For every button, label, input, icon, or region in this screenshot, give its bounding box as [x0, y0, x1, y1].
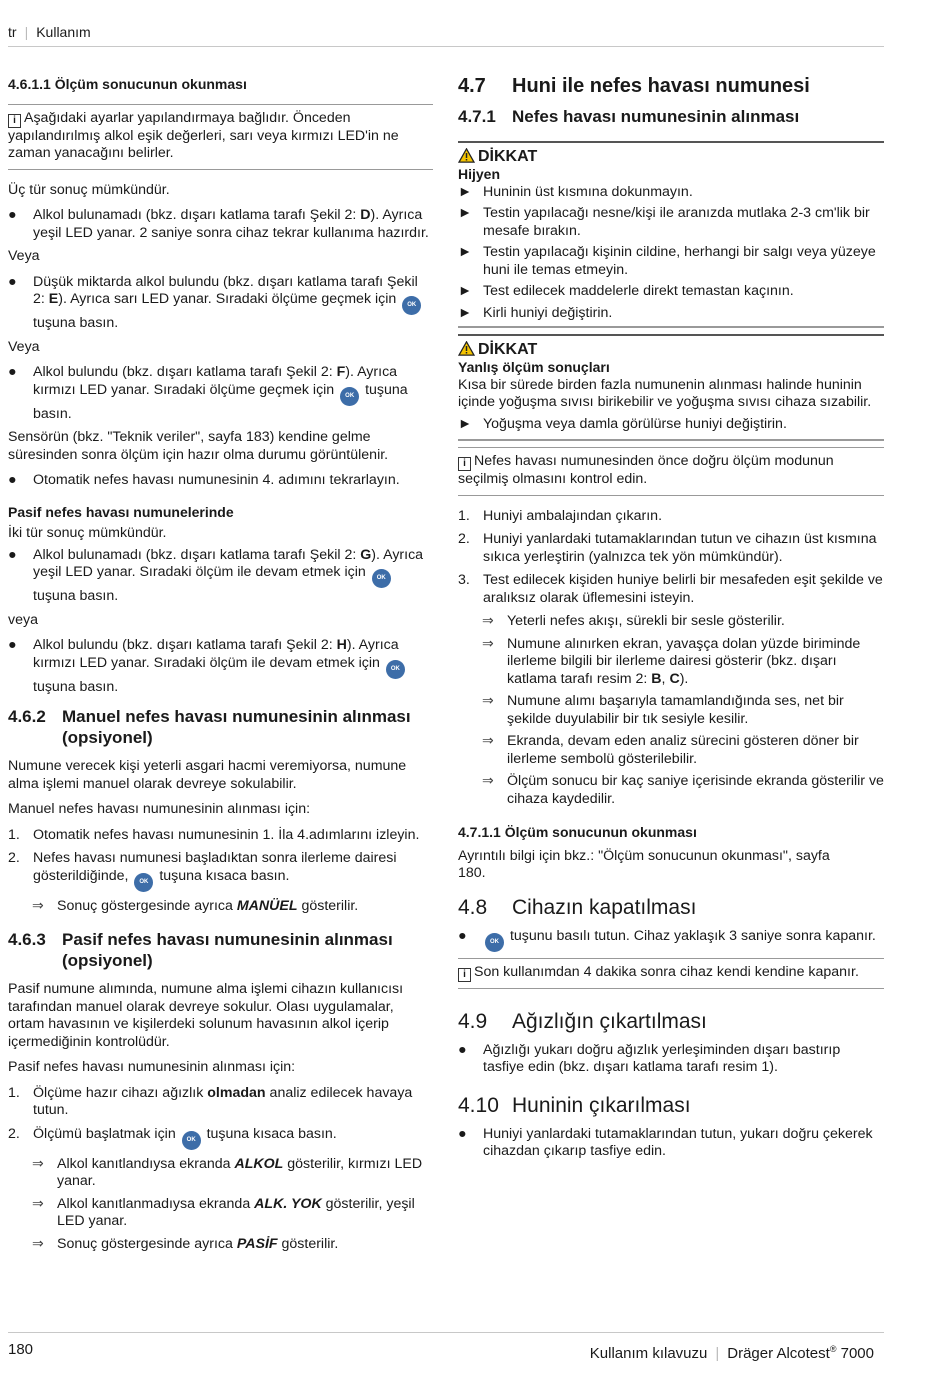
info-icon: i — [458, 968, 471, 982]
ok-key-icon: OK — [134, 873, 153, 892]
result-item: ⇒ Ölçüm sonucu bir kaç saniye içerisinde ekranda gösterilir ve cihaza kaydedilir. — [482, 773, 884, 807]
step-item: 3. Test edilecek kişiden huniye belirli bir mesafeden eşit şekilde ve aralıksız olarak üflemesini isteyin. — [458, 572, 883, 606]
warning-icon — [458, 341, 475, 356]
bullet-icon: ● — [458, 1125, 467, 1142]
header-separator: | — [24, 24, 29, 40]
arrow-right-icon: ⇒ — [32, 897, 44, 914]
heading-4-10: 4.10 Huninin çıkarılması — [458, 1093, 691, 1117]
passive-heading: Pasif nefes havası numunelerinde — [8, 503, 234, 520]
result-item: ⇒ Alkol kanıtlandıysa ekranda ALKOL gösterilir, kırmızı LED yanar. — [32, 1155, 423, 1189]
heading-4-7-1-1: 4.7.1.1 Ölçüm sonucunun okunması — [458, 824, 697, 840]
result-item: ⇒ Numune alımı başarıyla tamamlandığında ses, net bir şekilde duyulabilir bir tık sesiyle kesilir. — [482, 693, 844, 727]
arrow-right-icon: ⇒ — [482, 773, 494, 789]
bullet-icon: ● — [8, 207, 17, 223]
result-item: ⇒ Sonuç göstergesinde ayrıca PASİF gösterilir. — [32, 1235, 339, 1252]
info-note — [458, 447, 884, 496]
arrow-icon: ► — [458, 244, 473, 260]
step-item: 2. Nefes havası numunesi başladıktan sonra ilerleme dairesi gösterildiğinde, OK tuşuna kısaca basın. — [8, 850, 433, 892]
result-item: ⇒ Yeterli nefes akışı, sürekli bir sesle gösterilir. — [482, 613, 785, 629]
ok-key-icon: OK — [182, 1131, 201, 1150]
or-label: veya — [8, 611, 38, 628]
header-section: Kullanım — [36, 24, 91, 40]
caution-title: DİKKAT — [458, 147, 884, 166]
heading-4-9: 4.9 Ağızlığın çıkartılması — [458, 1009, 707, 1033]
heading-4-6-2: 4.6.2 Manuel nefes havası numunesinin alınması (opsiyonel) — [8, 707, 411, 747]
result-item: ⇒ Numune alınırken ekran, yavaşça dolan yüzde biriminde ilerleme bilgili bir ilerleme dairesi gösterir (bkz. dışarı katlama tarafı resim 2: B, C). — [482, 635, 861, 687]
sensor-text: Sensörün (bkz. "Teknik veriler", sayfa 183) kendine gelme süresinden sonra ölçüm için hazır olma durumu görüntülenir. — [8, 429, 389, 463]
arrow-right-icon: ⇒ — [32, 1155, 44, 1172]
bullet-icon: ● — [8, 273, 17, 290]
step-item: 2. Ölçümü başlatmak için OK tuşuna kısaca basın. — [8, 1126, 433, 1150]
or-label: Veya — [8, 338, 40, 355]
bullet-icon: ● — [8, 364, 17, 380]
heading-4-6-3: 4.6.3 Pasif nefes havası numunesinin alınması (opsiyonel) — [8, 930, 393, 970]
list-item: ● Alkol bulundu (bkz. dışarı katlama tarafı Şekil 2: F). Ayrıca kırmızı LED yanar. Sıradaki ölçüme geçmek için OK tuşuna basın. — [8, 364, 408, 422]
arrow-right-icon: ⇒ — [482, 693, 494, 709]
heading-4-8: 4.8 Cihazın kapatılması — [458, 895, 697, 919]
step-item: 2. Huniyi yanlardaki tutamaklarından tutun ve cihazın üst kısmına sıkıca yerleştirin (yalnızca tek yön mümkündür). — [458, 531, 877, 565]
caution-item: ► Kirli huniyi değiştirin. — [458, 304, 613, 321]
warning-icon — [458, 148, 475, 163]
bullet-icon: ● — [8, 637, 17, 653]
paragraph: Pasif nefes havası numunesinin alınması için: — [8, 1059, 296, 1075]
passive-intro: İki tür sonuç mümkündür. — [8, 525, 167, 541]
results-intro: Üç tür sonuç mümkündür. — [8, 181, 170, 198]
list-item: ● Otomatik nefes havası numunesinin 4. adımını tekrarlayın. — [8, 472, 400, 488]
caution-box-hygiene — [458, 141, 884, 328]
caution-item: ► Testin yapılacağı kişinin cildine, herhangi bir salgı veya yüzeye huni ile temas etmeyin. — [458, 244, 876, 278]
ok-key-icon: OK — [340, 387, 359, 406]
caution-item: ► Yoğuşma veya damla görülürse huniyi değiştirin. — [458, 415, 787, 432]
caution-text: Kısa bir sürede birden fazla numunenin alınması halinde huninin içinde yoğuşma sıvısı birikebilir ve yoğuşma sıvısı cihaza sızabilir. — [458, 376, 872, 410]
bullet-icon: ● — [458, 1041, 467, 1058]
right-column — [458, 68, 884, 1167]
arrow-right-icon: ⇒ — [32, 1195, 44, 1212]
arrow-right-icon: ⇒ — [482, 635, 494, 652]
info-icon: i — [458, 457, 471, 471]
left-column — [8, 68, 433, 1258]
caution-list — [458, 184, 884, 323]
caution-item: ► Test edilecek maddelerle direkt temastan kaçının. — [458, 283, 794, 299]
caution-item: ► Huninin üst kısmına dokunmayın. — [458, 183, 693, 200]
arrow-icon: ► — [458, 415, 473, 432]
footer-doc-info: Kullanım kılavuzu | Dräger Alcotest® 7000 — [589, 1344, 874, 1362]
info-note-text: Nefes havası numunesinden önce doğru ölçüm modunun seçilmiş olmasını kontrol edin. — [458, 453, 834, 487]
result-item: ⇒ Ekranda, devam eden analiz sürecini gösteren döner bir ilerleme sembolü gösterilebilir. — [482, 733, 859, 767]
arrow-right-icon: ⇒ — [482, 613, 494, 629]
info-icon: i — [8, 114, 21, 128]
list-item: ● Ağızlığı yukarı doğru ağızlık yerleşiminden dışarı bastırıp tasfiye edin (bkz. dışarı katlama tarafı resim 1). — [458, 1041, 841, 1075]
language-code: tr — [8, 24, 17, 40]
bullet-icon: ● — [8, 472, 17, 488]
result-item: ⇒ Sonuç göstergesinde ayrıca MANÜEL gösterilir. — [32, 897, 359, 914]
ok-key-icon: OK — [386, 660, 405, 679]
ok-key-icon: OK — [402, 296, 421, 315]
list-item: ● Huniyi yanlardaki tutamaklarından tutun, yukarı doğru çekerek cihazdan çıkarıp tasfiye edin. — [458, 1125, 873, 1159]
caution-subtitle: Hijyen — [458, 166, 501, 182]
heading-4-7: 4.7 Huni ile nefes havası numunesi — [458, 75, 810, 97]
info-note — [8, 104, 433, 170]
step-item: 1. Ölçüme hazır cihazı ağızlık olmadan analiz edilecek havaya tutun. — [8, 1084, 413, 1118]
paragraph: Manuel nefes havası numunesinin alınması için: — [8, 801, 311, 817]
info-note-text: Son kullanımdan 4 dakika sonra cihaz kendi kendine kapanır. — [474, 963, 859, 980]
caution-title: DİKKAT — [458, 340, 884, 359]
caution-item: ► Testin yapılacağı nesne/kişi ile aranızda mutlaka 2-3 cm'lik bir mesafe bırakın. — [458, 205, 870, 239]
list-item: ● Alkol bulunamadı (bkz. dışarı katlama tarafı Şekil 2: G). Ayrıca yeşil LED yanar. Sıradaki ölçüm ile devam etmek için OK tuşuna basın. — [8, 546, 424, 604]
info-note-text: Aşağıdaki ayarlar yapılandırmaya bağlıdır. Önceden yapılandırılmış alkol eşik değerleri, sarı veya kırmızı LED'in ne zaman yanacağını belirler. — [8, 109, 399, 161]
caution-box-results — [458, 334, 884, 441]
paragraph: Pasif numune alımında, numune alma işlemi cihazın kullanıcısı tarafından manuel olarak devreye sokulur. Olası uygulamalar, ortam havasının ve kişilerdeki solunum havasının alkol içerip içermediğinin kontrolüdür. — [8, 981, 404, 1050]
page-header — [8, 24, 884, 47]
arrow-icon: ► — [458, 304, 473, 321]
heading-4-7-1: 4.7.1 Nefes havası numunesinin alınması — [458, 107, 800, 126]
paragraph: Numune verecek kişi yeterli asgari hacmi veremiyorsa, numune alma işlemi manuel olarak devreye sokulabilir. — [8, 758, 407, 792]
info-note — [458, 958, 884, 989]
bullet-icon: ● — [8, 546, 17, 563]
page-footer — [8, 1332, 884, 1362]
step-item: 1. Huniyi ambalajından çıkarın. — [458, 507, 663, 524]
list-item: ● Alkol bulunamadı (bkz. dışarı katlama tarafı Şekil 2: D). Ayrıca yeşil LED yanar. 2 saniye sonra cihaz tekrar kullanıma hazırdır. — [8, 207, 429, 241]
step-item: 1. Otomatik nefes havası numunesinin 1. İla 4.adımlarını izleyin. — [8, 826, 420, 843]
list-item: ● Düşük miktarda alkol bulundu (bkz. dışarı katlama tarafı Şekil 2: E). Ayrıca sarı LED yanar. Sıradaki ölçüme geçmek için OK tuşuna basın. — [8, 274, 433, 333]
caution-subtitle: Yanlış ölçüm sonuçları — [458, 359, 610, 375]
arrow-icon: ► — [458, 283, 473, 299]
ok-key-icon: OK — [372, 569, 391, 588]
heading-4-6-1-1: 4.6.1.1 Ölçüm sonucunun okunması — [8, 76, 247, 92]
page-number: 180 — [8, 1341, 34, 1358]
bullet-icon: ● — [458, 927, 467, 944]
list-item: ● Alkol bulundu (bkz. dışarı katlama tarafı Şekil 2: H). Ayrıca kırmızı LED yanar. Sıradaki ölçüm ile devam etmek için OK tuşuna basın. — [8, 637, 433, 696]
paragraph: Ayrıntılı bilgi için bkz.: "Ölçüm sonucunun okunması", sayfa 180. — [458, 847, 830, 881]
arrow-right-icon: ⇒ — [32, 1235, 44, 1252]
arrow-right-icon: ⇒ — [482, 733, 494, 749]
ok-key-icon: OK — [485, 933, 504, 952]
or-label: Veya — [8, 248, 40, 264]
arrow-icon: ► — [458, 205, 473, 221]
list-item: ● OK tuşunu basılı tutun. Cihaz yaklaşık 3 saniye sonra kapanır. — [458, 928, 884, 952]
result-item: ⇒ Alkol kanıtlanmadıysa ekranda ALK. YOK gösterilir, yeşil LED yanar. — [32, 1195, 415, 1229]
arrow-icon: ► — [458, 183, 473, 200]
